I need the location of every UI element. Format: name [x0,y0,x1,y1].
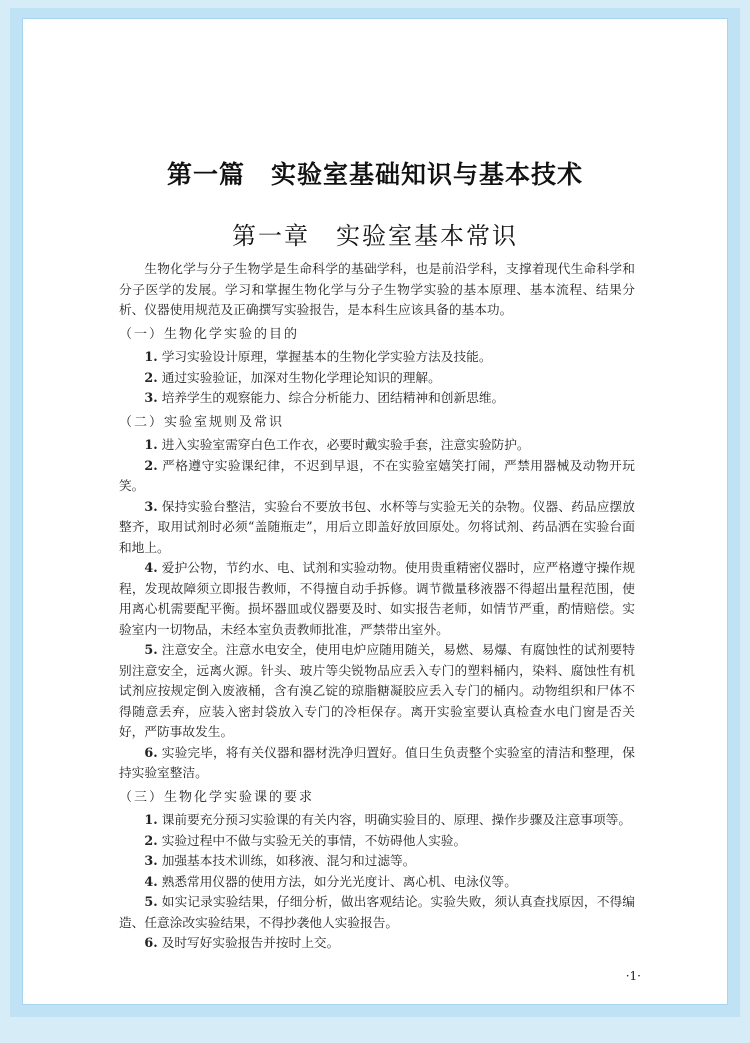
section-heading: （三）生物化学实验课的要求 [119,789,315,805]
item-number: 5. [144,642,158,657]
item-text: 熟悉常用仪器的使用方法，如分光光度计、离心机、电泳仪等。 [161,873,517,889]
list-item [119,388,635,409]
item-text: 进入实验室需穿白色工作衣，必要时戴实验手套，注意实验防护。 [161,437,530,452]
item-number: 2. [144,457,158,473]
section-heading: （一）生物化学实验的目的 [119,326,300,342]
list-item [119,892,635,933]
item-text: 课前要充分预习实验课的有关内容，明确实验目的、原理、操作步骤及注意事项等。 [161,812,632,827]
list-item [119,933,635,954]
section-heading: （二）实验室规则及常识 [119,414,285,430]
document-body [119,259,635,954]
list-item [119,872,635,893]
list-item [119,368,635,389]
item-number: 5. [144,894,158,909]
item-number: 3. [144,390,158,405]
list-item [119,497,635,559]
item-text: 保持实验台整洁，实验台不要放书包、水杯等与实验无关的杂物。仪器、药品应摆放整齐，取用试剂时必须“盖随瓶走”，用后立即盖好放回原处。勿将试剂、药品洒在实验台面和地上。 [119,498,635,555]
item-text: 注意安全。注意水电安全，使用电炉应随用随关，易燃、易爆、有腐蚀性的试剂要特别注意安全，远离火源。针头、玻片等尖锐物品应丢入专门的塑料桶内，染料、腐蚀性有机试剂应按规定倒入废液桶，含有溴乙锭的琼脂糖凝胶应丢入专门的桶内。动物组织和尸体不得随意丢弃，应装入密封袋放入专门的冷柜保存。离开实验室要认真检查水电门窗是否关好，严防事故发生。 [119,642,635,739]
list-item [119,347,635,368]
item-text: 培养学生的观察能力、综合分析能力、团结精神和创新思维。 [161,390,505,405]
list-item [119,640,635,743]
item-text: 实验过程中不做与实验无关的事情，不妨碍他人实验。 [161,832,467,848]
item-number: 1. [144,812,158,827]
item-number: 4. [144,873,158,889]
chapter-title: 第一章 实验室基本常识 [232,222,518,250]
item-number: 6. [144,744,158,760]
item-text: 实验完毕，将有关仪器和器材洗净归置好。值日生负责整个实验室的清洁和整理，保持实验室整洁。 [119,744,635,780]
list-item [119,456,635,497]
list-item [119,558,635,640]
item-text: 如实记录实验结果，仔细分析，做出客观结论。实验失败，须认真查找原因，不得编造、任意涂改实验结果，不得抄袭他人实验报告。 [119,894,635,930]
list-item [119,435,635,456]
list-item [119,743,635,784]
item-number: 1. [144,437,158,452]
item-number: 4. [144,560,158,575]
list-item [119,810,635,831]
item-text: 学习实验设计原理，掌握基本的生物化学实验方法及技能。 [161,349,492,364]
item-number: 2. [144,832,158,848]
list-item [119,831,635,852]
sections [119,325,635,954]
item-text: 爱护公物，节约水、电、试剂和实验动物。使用贵重精密仪器时，应严格遵守操作规程，发现故障须立即报告教师，不得擅自动手拆修。调节微量移液器不得超出量程范围，使用离心机需要配平衡。损坏器皿或仪器要及时、如实报告老师，如情节严重，酌情赔偿。实验室内一切物品，未经本室负责教师批准，严禁带出室外。 [119,560,635,637]
part-title: 第一篇 实验室基础知识与基本技术 [166,160,583,189]
item-number: 6. [144,935,158,950]
list-item [119,851,635,872]
item-number: 3. [144,853,158,868]
item-text: 通过实验验证，加深对生物化学理论知识的理解。 [161,369,441,385]
intro-paragraph: 生物化学与分子生物学是生命科学的基础学科，也是前沿学科，支撑着现代生命科学和分子医学的发展。学习和掌握生物化学与分子生物学实验的基本原理、基本流程、结果分析、仪器使用规范及正确撰写实验报告，是本科生应该具备的基本功。 [119,261,635,317]
item-number: 3. [144,498,158,514]
item-number: 2. [144,369,158,385]
item-text: 及时写好实验报告并按时上交。 [161,935,340,950]
item-text: 加强基本技术训练，如移液、混匀和过滤等。 [161,853,416,868]
page-number: ·1· [625,968,641,983]
document-page [22,18,728,1005]
item-text: 严格遵守实验课纪律，不迟到早退，不在实验室嬉笑打闹，严禁用器械及动物开玩笑。 [119,457,635,493]
item-number: 1. [144,349,158,364]
